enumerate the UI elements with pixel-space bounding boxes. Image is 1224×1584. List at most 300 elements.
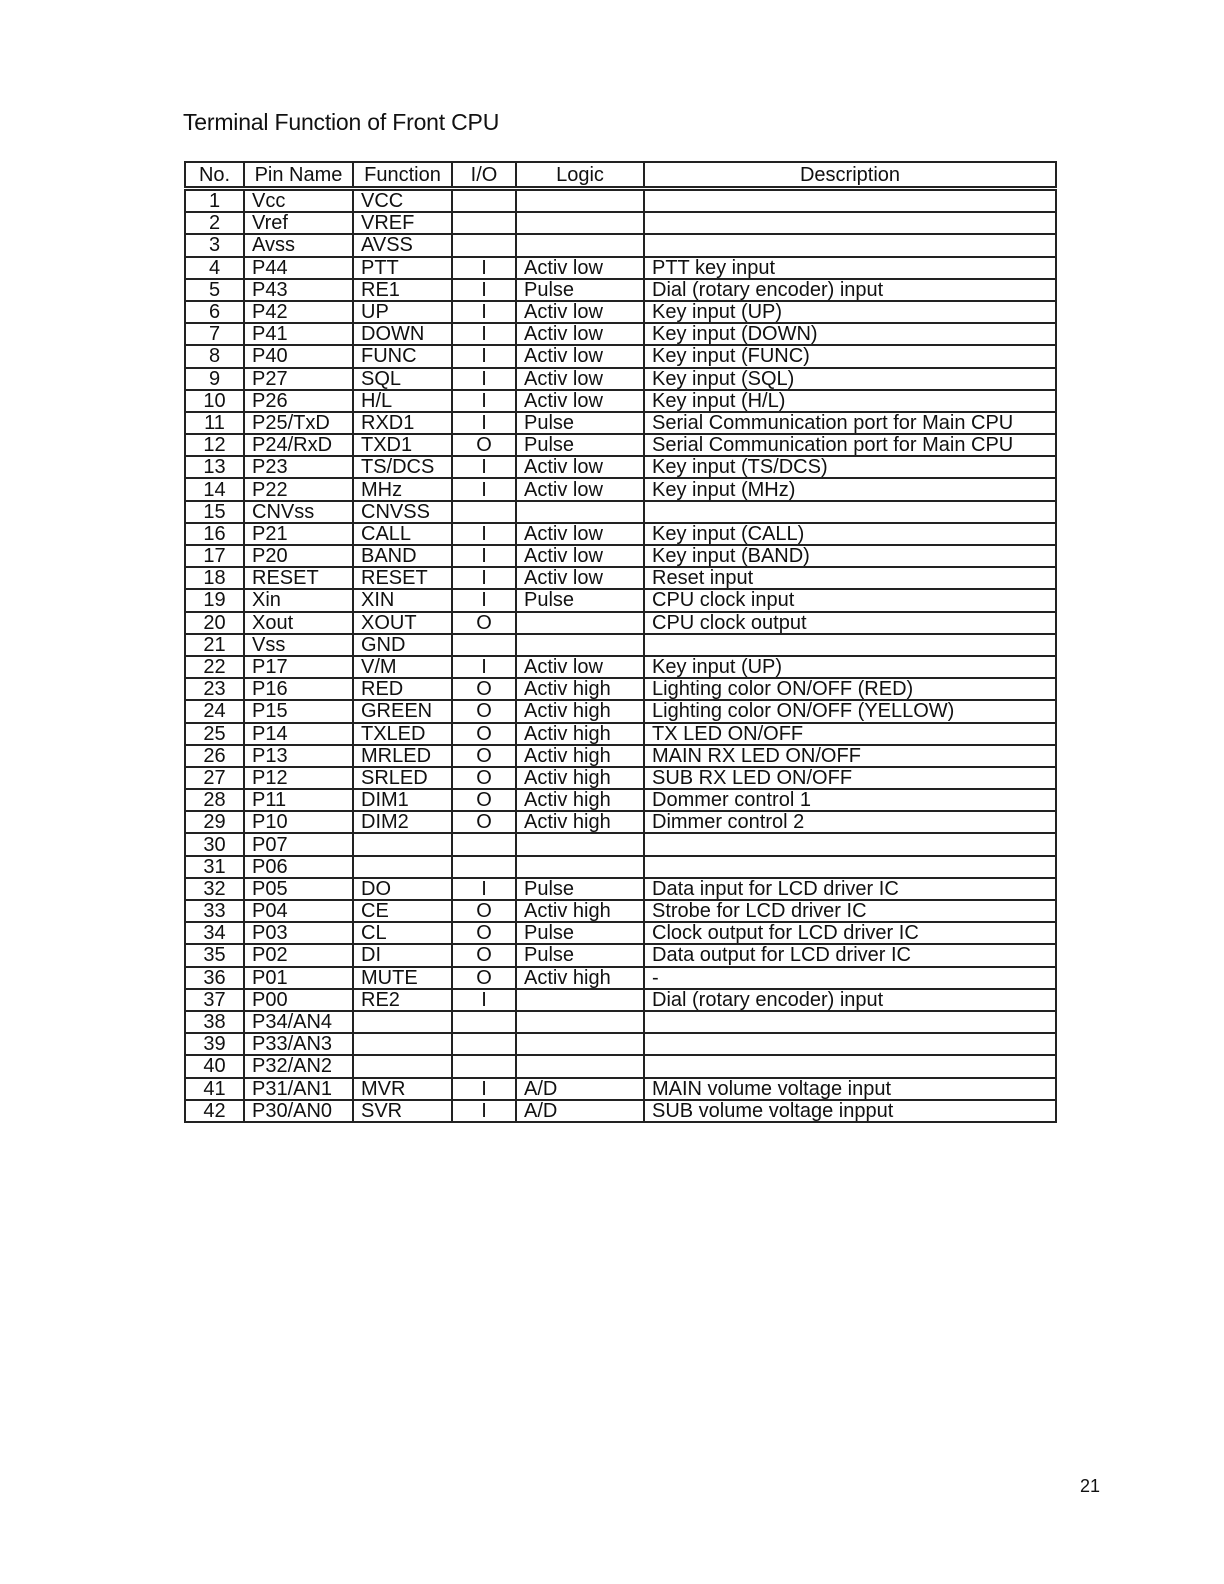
- cell-pin-name: P05: [244, 878, 353, 900]
- cell-io: I: [452, 279, 516, 301]
- cell-function: SVR: [353, 1100, 452, 1122]
- cell-no: 3: [185, 234, 244, 256]
- cell-function: SQL: [353, 368, 452, 390]
- cell-logic: [516, 1033, 644, 1055]
- cell-io: [452, 212, 516, 234]
- cell-logic: Pulse: [516, 279, 644, 301]
- cell-function: MRLED: [353, 745, 452, 767]
- cell-io: I: [452, 323, 516, 345]
- table-row: [185, 723, 1056, 745]
- cell-function: XOUT: [353, 612, 452, 634]
- cell-description: CPU clock output: [644, 612, 1056, 634]
- cell-description: Key input (MHz): [644, 478, 1056, 500]
- cell-no: 10: [185, 390, 244, 412]
- cell-logic: Activ high: [516, 723, 644, 745]
- table-row: [185, 323, 1056, 345]
- cell-no: 20: [185, 612, 244, 634]
- cell-no: 16: [185, 523, 244, 545]
- cell-pin-name: P30/AN0: [244, 1100, 353, 1122]
- cell-no: 39: [185, 1033, 244, 1055]
- cell-no: 25: [185, 723, 244, 745]
- cell-description: SUB RX LED ON/OFF: [644, 767, 1056, 789]
- cell-pin-name: P16: [244, 678, 353, 700]
- cell-function: TS/DCS: [353, 456, 452, 478]
- cell-description: Dimmer control 2: [644, 811, 1056, 833]
- cell-function: FUNC: [353, 345, 452, 367]
- cell-function: [353, 1011, 452, 1033]
- cell-io: [452, 234, 516, 256]
- cell-function: PTT: [353, 257, 452, 279]
- table-row: [185, 878, 1056, 900]
- table-row: [185, 1033, 1056, 1055]
- cell-function: CALL: [353, 523, 452, 545]
- table-row: [185, 900, 1056, 922]
- cell-logic: Activ high: [516, 967, 644, 989]
- cell-logic: Activ low: [516, 345, 644, 367]
- cell-description: Key input (H/L): [644, 390, 1056, 412]
- cell-function: SRLED: [353, 767, 452, 789]
- cell-pin-name: P33/AN3: [244, 1033, 353, 1055]
- cell-description: [644, 1011, 1056, 1033]
- cell-description: Lighting color ON/OFF (YELLOW): [644, 700, 1056, 722]
- cell-no: 12: [185, 434, 244, 456]
- cell-function: GREEN: [353, 700, 452, 722]
- cell-io: [452, 189, 516, 213]
- cell-logic: [516, 189, 644, 213]
- cell-no: 40: [185, 1055, 244, 1077]
- cell-pin-name: P10: [244, 811, 353, 833]
- cell-description: Key input (TS/DCS): [644, 456, 1056, 478]
- cell-logic: Activ low: [516, 257, 644, 279]
- cell-pin-name: P44: [244, 257, 353, 279]
- cell-function: [353, 833, 452, 855]
- cell-pin-name: P06: [244, 856, 353, 878]
- cell-logic: Activ high: [516, 767, 644, 789]
- cell-no: 1: [185, 189, 244, 213]
- cell-function: GND: [353, 634, 452, 656]
- cell-pin-name: Xin: [244, 589, 353, 611]
- cell-description: Dommer control 1: [644, 789, 1056, 811]
- cell-pin-name: P11: [244, 789, 353, 811]
- cell-logic: [516, 1055, 644, 1077]
- cell-logic: [516, 856, 644, 878]
- table-body: [185, 189, 1056, 1122]
- page-number: 21: [1080, 1476, 1101, 1496]
- cell-pin-name: P40: [244, 345, 353, 367]
- table-row: [185, 412, 1056, 434]
- cell-io: I: [452, 545, 516, 567]
- cell-no: 21: [185, 634, 244, 656]
- cell-no: 6: [185, 301, 244, 323]
- cell-logic: Activ high: [516, 745, 644, 767]
- table-row: [185, 279, 1056, 301]
- cell-function: DIM1: [353, 789, 452, 811]
- cell-pin-name: RESET: [244, 567, 353, 589]
- table-row: [185, 856, 1056, 878]
- cell-description: Data output for LCD driver IC: [644, 944, 1056, 966]
- cell-function: MVR: [353, 1078, 452, 1100]
- cell-function: RED: [353, 678, 452, 700]
- table-row: [185, 478, 1056, 500]
- cell-function: AVSS: [353, 234, 452, 256]
- table-row: [185, 745, 1056, 767]
- cell-function: CNVSS: [353, 501, 452, 523]
- table-row: [185, 1011, 1056, 1033]
- table-row: [185, 434, 1056, 456]
- table-row: [185, 1100, 1056, 1122]
- cell-logic: A/D: [516, 1078, 644, 1100]
- cell-io: I: [452, 1100, 516, 1122]
- cell-description: [644, 501, 1056, 523]
- table-row: [185, 700, 1056, 722]
- cell-pin-name: P03: [244, 922, 353, 944]
- table-row: [185, 301, 1056, 323]
- cell-no: 30: [185, 833, 244, 855]
- cell-description: Key input (UP): [644, 656, 1056, 678]
- terminal-function-table: [184, 161, 1057, 1123]
- cell-io: I: [452, 567, 516, 589]
- cell-pin-name: P34/AN4: [244, 1011, 353, 1033]
- table-row: [185, 833, 1056, 855]
- cell-io: O: [452, 723, 516, 745]
- cell-no: 42: [185, 1100, 244, 1122]
- cell-description: Key input (DOWN): [644, 323, 1056, 345]
- header-description: Description: [644, 162, 1056, 189]
- cell-logic: Activ low: [516, 301, 644, 323]
- cell-io: I: [452, 390, 516, 412]
- cell-description: Data input for LCD driver IC: [644, 878, 1056, 900]
- table-row: [185, 189, 1056, 213]
- cell-function: V/M: [353, 656, 452, 678]
- cell-description: [644, 833, 1056, 855]
- cell-description: Strobe for LCD driver IC: [644, 900, 1056, 922]
- header-function: Function: [353, 162, 452, 189]
- table-row: [185, 811, 1056, 833]
- cell-no: 36: [185, 967, 244, 989]
- cell-io: O: [452, 612, 516, 634]
- cell-pin-name: P42: [244, 301, 353, 323]
- cell-io: I: [452, 345, 516, 367]
- header-logic: Logic: [516, 162, 644, 189]
- table-row: [185, 456, 1056, 478]
- cell-logic: Activ low: [516, 456, 644, 478]
- cell-pin-name: Vref: [244, 212, 353, 234]
- cell-function: CE: [353, 900, 452, 922]
- cell-logic: [516, 833, 644, 855]
- cell-description: MAIN volume voltage input: [644, 1078, 1056, 1100]
- cell-description: Key input (SQL): [644, 368, 1056, 390]
- cell-io: O: [452, 767, 516, 789]
- table-header-row: [185, 162, 1056, 189]
- cell-no: 37: [185, 989, 244, 1011]
- cell-logic: [516, 212, 644, 234]
- cell-io: I: [452, 301, 516, 323]
- cell-logic: Pulse: [516, 434, 644, 456]
- cell-function: BAND: [353, 545, 452, 567]
- cell-logic: [516, 612, 644, 634]
- cell-function: UP: [353, 301, 452, 323]
- cell-pin-name: P02: [244, 944, 353, 966]
- cell-description: Key input (UP): [644, 301, 1056, 323]
- cell-function: [353, 856, 452, 878]
- cell-logic: Activ high: [516, 789, 644, 811]
- cell-description: [644, 1055, 1056, 1077]
- cell-logic: Pulse: [516, 412, 644, 434]
- cell-no: 8: [185, 345, 244, 367]
- cell-logic: Activ high: [516, 900, 644, 922]
- cell-function: [353, 1033, 452, 1055]
- cell-io: [452, 1055, 516, 1077]
- cell-pin-name: P17: [244, 656, 353, 678]
- cell-function: DOWN: [353, 323, 452, 345]
- cell-function: VCC: [353, 189, 452, 213]
- cell-logic: Activ low: [516, 368, 644, 390]
- cell-no: 19: [185, 589, 244, 611]
- cell-description: [644, 212, 1056, 234]
- cell-description: Serial Communication port for Main CPU: [644, 434, 1056, 456]
- cell-io: I: [452, 656, 516, 678]
- cell-pin-name: P27: [244, 368, 353, 390]
- cell-function: TXLED: [353, 723, 452, 745]
- cell-io: [452, 501, 516, 523]
- table-row: [185, 678, 1056, 700]
- cell-pin-name: P13: [244, 745, 353, 767]
- cell-logic: [516, 1011, 644, 1033]
- cell-io: [452, 1011, 516, 1033]
- cell-description: Serial Communication port for Main CPU: [644, 412, 1056, 434]
- cell-function: RE1: [353, 279, 452, 301]
- table-row: [185, 1078, 1056, 1100]
- cell-io: O: [452, 900, 516, 922]
- cell-no: 26: [185, 745, 244, 767]
- cell-description: Dial (rotary encoder) input: [644, 279, 1056, 301]
- cell-pin-name: P41: [244, 323, 353, 345]
- cell-no: 4: [185, 257, 244, 279]
- cell-io: [452, 856, 516, 878]
- cell-pin-name: P14: [244, 723, 353, 745]
- cell-no: 9: [185, 368, 244, 390]
- page-title: Terminal Function of Front CPU: [183, 109, 500, 135]
- cell-io: I: [452, 989, 516, 1011]
- cell-io: I: [452, 412, 516, 434]
- table-row: [185, 257, 1056, 279]
- cell-description: Lighting color ON/OFF (RED): [644, 678, 1056, 700]
- cell-description: [644, 634, 1056, 656]
- cell-no: 23: [185, 678, 244, 700]
- cell-function: [353, 1055, 452, 1077]
- cell-io: O: [452, 789, 516, 811]
- cell-description: [644, 856, 1056, 878]
- cell-io: [452, 833, 516, 855]
- cell-description: TX LED ON/OFF: [644, 723, 1056, 745]
- cell-no: 18: [185, 567, 244, 589]
- cell-description: [644, 1033, 1056, 1055]
- cell-logic: [516, 501, 644, 523]
- table-row: [185, 501, 1056, 523]
- cell-no: 33: [185, 900, 244, 922]
- cell-description: MAIN RX LED ON/OFF: [644, 745, 1056, 767]
- cell-pin-name: P15: [244, 700, 353, 722]
- cell-io: O: [452, 967, 516, 989]
- cell-description: -: [644, 967, 1056, 989]
- cell-logic: Activ low: [516, 323, 644, 345]
- cell-logic: [516, 989, 644, 1011]
- cell-io: [452, 1033, 516, 1055]
- cell-function: CL: [353, 922, 452, 944]
- table-row: [185, 234, 1056, 256]
- cell-logic: Activ high: [516, 700, 644, 722]
- cell-pin-name: Vcc: [244, 189, 353, 213]
- cell-function: RESET: [353, 567, 452, 589]
- cell-function: MHz: [353, 478, 452, 500]
- cell-io: I: [452, 368, 516, 390]
- cell-logic: Pulse: [516, 589, 644, 611]
- cell-function: TXD1: [353, 434, 452, 456]
- cell-no: 13: [185, 456, 244, 478]
- cell-io: O: [452, 811, 516, 833]
- table-row: [185, 567, 1056, 589]
- cell-pin-name: P26: [244, 390, 353, 412]
- header-no: No.: [185, 162, 244, 189]
- cell-io: I: [452, 589, 516, 611]
- cell-io: I: [452, 878, 516, 900]
- header-io: I/O: [452, 162, 516, 189]
- cell-pin-name: P20: [244, 545, 353, 567]
- cell-logic: [516, 634, 644, 656]
- cell-function: DIM2: [353, 811, 452, 833]
- cell-no: 27: [185, 767, 244, 789]
- cell-io: O: [452, 922, 516, 944]
- cell-io: O: [452, 434, 516, 456]
- table-row: [185, 922, 1056, 944]
- cell-io: I: [452, 257, 516, 279]
- cell-pin-name: P00: [244, 989, 353, 1011]
- cell-function: RE2: [353, 989, 452, 1011]
- cell-no: 5: [185, 279, 244, 301]
- table-row: [185, 589, 1056, 611]
- cell-pin-name: P25/TxD: [244, 412, 353, 434]
- cell-description: Dial (rotary encoder) input: [644, 989, 1056, 1011]
- cell-no: 14: [185, 478, 244, 500]
- cell-pin-name: P43: [244, 279, 353, 301]
- cell-pin-name: Vss: [244, 634, 353, 656]
- table-row: [185, 789, 1056, 811]
- table-row: [185, 545, 1056, 567]
- cell-function: XIN: [353, 589, 452, 611]
- cell-function: DI: [353, 944, 452, 966]
- cell-description: [644, 234, 1056, 256]
- cell-logic: [516, 234, 644, 256]
- cell-logic: Pulse: [516, 878, 644, 900]
- cell-no: 22: [185, 656, 244, 678]
- cell-no: 11: [185, 412, 244, 434]
- table-row: [185, 523, 1056, 545]
- cell-io: [452, 634, 516, 656]
- table-row: [185, 989, 1056, 1011]
- table-row: [185, 656, 1056, 678]
- table-row: [185, 1055, 1056, 1077]
- cell-pin-name: P04: [244, 900, 353, 922]
- cell-logic: Activ low: [516, 390, 644, 412]
- cell-pin-name: P24/RxD: [244, 434, 353, 456]
- cell-io: O: [452, 700, 516, 722]
- cell-logic: Pulse: [516, 922, 644, 944]
- cell-io: O: [452, 745, 516, 767]
- cell-function: VREF: [353, 212, 452, 234]
- cell-io: I: [452, 478, 516, 500]
- table-row: [185, 967, 1056, 989]
- table-row: [185, 634, 1056, 656]
- cell-logic: Activ high: [516, 678, 644, 700]
- cell-description: Key input (FUNC): [644, 345, 1056, 367]
- cell-description: Key input (BAND): [644, 545, 1056, 567]
- cell-logic: Activ high: [516, 811, 644, 833]
- cell-logic: Activ low: [516, 567, 644, 589]
- table-row: [185, 612, 1056, 634]
- cell-no: 2: [185, 212, 244, 234]
- cell-io: O: [452, 678, 516, 700]
- cell-pin-name: P32/AN2: [244, 1055, 353, 1077]
- table-row: [185, 767, 1056, 789]
- cell-pin-name: P31/AN1: [244, 1078, 353, 1100]
- cell-description: CPU clock input: [644, 589, 1056, 611]
- table-row: [185, 345, 1056, 367]
- cell-pin-name: P01: [244, 967, 353, 989]
- cell-no: 41: [185, 1078, 244, 1100]
- cell-function: DO: [353, 878, 452, 900]
- cell-function: RXD1: [353, 412, 452, 434]
- cell-description: [644, 189, 1056, 213]
- cell-pin-name: Avss: [244, 234, 353, 256]
- cell-no: 28: [185, 789, 244, 811]
- cell-pin-name: P12: [244, 767, 353, 789]
- header-pin-name: Pin Name: [244, 162, 353, 189]
- cell-logic: Activ low: [516, 545, 644, 567]
- cell-function: H/L: [353, 390, 452, 412]
- cell-description: PTT key input: [644, 257, 1056, 279]
- cell-pin-name: P23: [244, 456, 353, 478]
- cell-no: 31: [185, 856, 244, 878]
- cell-no: 24: [185, 700, 244, 722]
- cell-pin-name: P07: [244, 833, 353, 855]
- cell-io: I: [452, 456, 516, 478]
- table-row: [185, 212, 1056, 234]
- cell-logic: Activ low: [516, 523, 644, 545]
- table-row: [185, 368, 1056, 390]
- cell-io: O: [452, 944, 516, 966]
- cell-no: 29: [185, 811, 244, 833]
- cell-description: SUB volume voltage inpput: [644, 1100, 1056, 1122]
- table-row: [185, 944, 1056, 966]
- cell-pin-name: P22: [244, 478, 353, 500]
- cell-no: 7: [185, 323, 244, 345]
- cell-no: 15: [185, 501, 244, 523]
- cell-pin-name: P21: [244, 523, 353, 545]
- cell-logic: Activ low: [516, 656, 644, 678]
- cell-no: 32: [185, 878, 244, 900]
- cell-logic: Activ low: [516, 478, 644, 500]
- cell-io: I: [452, 523, 516, 545]
- cell-no: 38: [185, 1011, 244, 1033]
- cell-description: Key input (CALL): [644, 523, 1056, 545]
- cell-no: 17: [185, 545, 244, 567]
- cell-function: MUTE: [353, 967, 452, 989]
- cell-pin-name: Xout: [244, 612, 353, 634]
- cell-no: 34: [185, 922, 244, 944]
- cell-description: Clock output for LCD driver IC: [644, 922, 1056, 944]
- cell-description: Reset input: [644, 567, 1056, 589]
- table-row: [185, 390, 1056, 412]
